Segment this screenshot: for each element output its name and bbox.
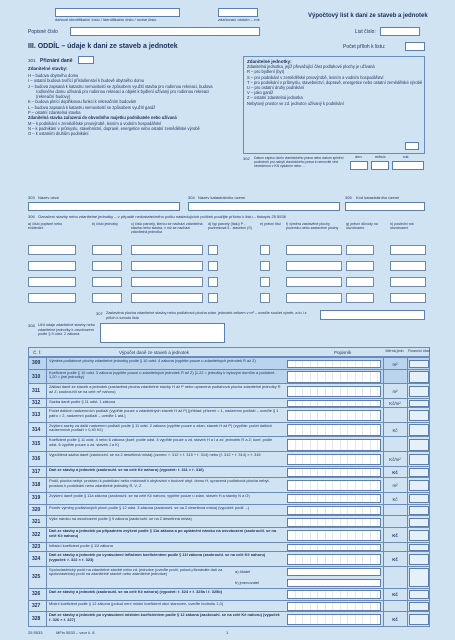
office-cell: [409, 568, 429, 587]
divider: [383, 528, 384, 543]
col-office-header: Finanční úřad: [408, 349, 430, 353]
row-value-input[interactable]: [287, 371, 381, 383]
row-value-input[interactable]: [287, 506, 381, 515]
row-value-input[interactable]: [287, 614, 381, 626]
divider: [407, 452, 408, 467]
table-row: [28, 477, 430, 492]
row-value-input[interactable]: [287, 386, 381, 398]
structure-type-o: O – k ostatním druhům podnikání: [28, 131, 89, 137]
structure-type-j: J – budova zapsaná k katastru nemovitostí se způsobem využití stavba pro rodinnou rekreaci, budova rodinného domu užívaná pro rodinnou rekreaci a objekt k bydlení užívaný pro rodinnou rekreaci (rekreační budovy): [28, 83, 213, 100]
structure-type-l: L – budova zapsaná k katastru nemovitostí se způsobem využití garáž: [28, 104, 156, 110]
row-description: Zvýšení sazby za další nadzemní podlaží podle § 11 odst. 2 zákona (vyplňte pouze u zdan. staveb H až P) (vyplňte: počet dalších nadzemních podlaží × 0,40 Kč): [49, 422, 273, 433]
divider: [383, 452, 384, 467]
row-unit: Kč: [392, 592, 398, 598]
table-row: [28, 515, 430, 527]
row-description: Spoluvlastnický podíl na zdanitelné stavbě nebo zd. jednotce (uveďte podíl, pokud přiznáváte daň za spoluvlastnický podíl na zdanitelné stavbě nebo zdanitelné jednotce): [49, 566, 223, 577]
list-number-label: List číslo:: [355, 29, 376, 35]
field-306-cell-r3-c5[interactable]: [260, 277, 270, 287]
units-title: Zdanitelné jednotky:: [247, 59, 292, 64]
split-label: a) čitatel: [235, 569, 251, 575]
row-number: 309: [32, 360, 41, 367]
field-302-label: Datum zápisu účelu vlastnického práva nebo datum splnění podmínek pro nabytí vlastnického práva k nemovité věci nevedenou v KN vydáním nebo ...: [254, 156, 344, 169]
date-year-input[interactable]: [392, 161, 424, 170]
row-description: Daň ze stavby a jednotek (zaokrouhl. se na celé Kč nahoru) (vypočet: ř. 311 × ř. 316): [49, 466, 204, 472]
divider: [407, 370, 408, 385]
field-306-cell-r2-c5[interactable]: [260, 261, 270, 271]
sheet-title: Výpočtový list k dani ze staveb a jednotek: [308, 13, 428, 19]
row-description: Počet dalších nadzemních podlaží (vyplňte pouze u zdanitelných staveb H až P) [příklad: přízemí = 1, nadzemní podlaží – uveďte § 1 patro = 2, nadzemní podlaží – uveďte 1 atd.]: [49, 408, 279, 418]
col-c-label: c) číslo parcely, kterou se nachází zdanitelná stavba nebo stavba, v níž se nachází zdanitelná jednotka: [131, 222, 203, 235]
row-unit: Kč: [392, 470, 398, 476]
row-description: Koeficient podle § 10 odst. 3 zákona (vyplňte pouze u zdanitelných jednotek R až Z) [1,22 = jednotky k bytovým domům a podobně, 1,20 = jiné jednotky]: [49, 369, 276, 380]
divider: [383, 423, 384, 438]
field-306-cell-r1-c6[interactable]: [286, 245, 342, 255]
unit-type-u: U – pro ostatní druhy podnikání: [247, 85, 305, 91]
divider: [46, 370, 47, 385]
structure-type-h: H – budova obytného domu: [28, 73, 79, 78]
divider: [383, 384, 384, 399]
field-306-cell-r4-c8[interactable]: [390, 293, 426, 303]
divider: [46, 384, 47, 399]
divider: [407, 528, 408, 543]
field-306-cell-r2-c2[interactable]: [92, 261, 122, 271]
sheet-count-label: Počet příloh k listu:: [343, 44, 386, 50]
field-306-cell-r2-c8[interactable]: [390, 261, 426, 271]
row-description: Poměr výměry podlahových ploch podle § 12 odst. 3 zákona (zaokrouhl. se na 2 desetinná místa) (vypočet: podíl ...): [49, 504, 250, 510]
field-305-label: Kód katastrálního území: [356, 195, 400, 200]
row-description: Místní koeficient podle § 12 zákona (pokud není místní koeficient obcí stanoven, uveďte hodnotu 1,0): [49, 600, 224, 606]
office-cell: [409, 602, 429, 611]
col-b-label: b) číslo jednotky: [92, 222, 118, 226]
table-row: [28, 422, 430, 437]
row-value-input[interactable]: [287, 530, 381, 542]
field-307-label: Zastavěná plocha zdanitelné stavby nebo podlahová plocha zdan. jednotek celkem v m² – uveďte součet výměr, a to i z příloh k tomuto listu: [106, 311, 307, 320]
row-unit: Kč: [392, 617, 398, 623]
field-306-cell-r4-c5[interactable]: [260, 293, 270, 303]
structure-type-i: I – ostatní budova tvořící příslušenství k budově obytného domu: [28, 78, 145, 84]
office-cell: [409, 424, 429, 436]
field-308-input[interactable]: [100, 323, 225, 343]
row-description: Daň ze stavby a jednotek po vynásobení místním koeficientem podle § 12 zákona (zaokrouhl. se na celé Kč nahoru) (vypočet: ř. 326 × ř. 327): [49, 612, 281, 622]
field-303-code: 303: [28, 195, 35, 200]
row-number: 317: [32, 469, 41, 475]
row-description: Sazba daně podle § 11 odst. 1 zákona: [49, 398, 116, 404]
row-number: 315: [32, 441, 41, 448]
row-unit: Kč: [392, 496, 398, 502]
units-intro: Zdanitelná jednotka, jejíž převažující část podlahové plochy je užívaná: [247, 64, 375, 70]
field-302-code: 302: [243, 156, 250, 161]
table-row: [28, 369, 430, 384]
office-cell: [409, 468, 429, 477]
row-number: 321: [32, 518, 41, 525]
office-cell: [409, 360, 429, 369]
form-code: 25 5533: [28, 630, 43, 635]
field-306-cell-r1-c5[interactable]: [260, 245, 270, 255]
field-305-code: 305: [345, 195, 352, 200]
row-description: Základ daně ze staveb a jednotek (zastavěná plocha zdanitelné stavby H až P nebo upravená podlahová plocha zdanitelné jednotky R až Z; zaokrouhlí se na celé m² nahoru): [49, 384, 281, 394]
split-value-input[interactable]: [287, 568, 381, 576]
row-number: 327: [32, 603, 41, 610]
divider: [383, 612, 384, 627]
table-row: [28, 451, 430, 466]
field-306-cell-r4-c2[interactable]: [92, 293, 122, 303]
section-title: III. ODDÍL – údaje k dani ze staveb a jednotek: [28, 43, 178, 50]
row-unit: Kč: [392, 533, 398, 539]
divider: [46, 567, 47, 589]
row-description: Daň ze stavby a jednotek (zaokrouhl. se na celé Kč nahoru) (vypočet: ř. 324 × ř. 325a / ř. 325b): [49, 588, 222, 594]
sheet-count-input[interactable]: [405, 42, 425, 51]
table-header: [28, 347, 430, 357]
field-306-cell-r1-c1[interactable]: [28, 245, 76, 255]
row-number: 316: [32, 455, 41, 462]
divider: [383, 437, 384, 452]
field-306-cell-r2-c3[interactable]: [131, 261, 203, 271]
row-number: 312: [32, 400, 41, 407]
field-306-cell-r4-c7[interactable]: [346, 293, 374, 303]
table-row: [28, 407, 430, 422]
office-cell: [409, 371, 429, 383]
field-306-cell-r3-c7[interactable]: [346, 277, 374, 287]
field-307-code: 307: [96, 311, 103, 316]
list-number-input[interactable]: [380, 27, 420, 36]
field-306-cell-r1-c3[interactable]: [131, 245, 203, 255]
structures-list: [28, 73, 228, 137]
office-cell: [409, 494, 429, 503]
row-value-input[interactable]: [287, 480, 381, 492]
row-unit: Kč/m²: [389, 457, 401, 463]
structure-business-note: Zdanitelná stavba zařazená do obvodního majetku podnikatele nebo užívaná: [28, 115, 177, 121]
row-unit: m²: [392, 389, 398, 395]
row-number: 310: [32, 373, 41, 380]
field-306-cell-r1-c4[interactable]: [208, 245, 218, 255]
divider: [46, 408, 47, 423]
row-value-input[interactable]: [287, 518, 381, 527]
office-cell: [409, 554, 429, 566]
row-unit: m²: [392, 483, 398, 489]
field-306-cell-r4-c4[interactable]: [208, 293, 218, 303]
row-number: 328: [32, 616, 41, 623]
unit-type-r: R – pro bydlení (byt): [247, 69, 285, 75]
field-304-code: 304: [188, 195, 195, 200]
field-306-cell-r3-c4[interactable]: [208, 277, 218, 287]
row-description: Výměra podlahové plochy zdanitelné jednotky podle § 10 odst. 4 zákona (vyplňte pouze u zdanitelných jednotek R až Z): [49, 358, 256, 363]
office-cell: [409, 590, 429, 599]
divider: [46, 452, 47, 467]
unit-type-s: S – pro podnikání v zemědělské prvovýrobě, lesním a vodním hospodářství: [247, 74, 384, 80]
structure-type-k: K – budova plnící doplňkovou funkci k rekreačním budovám: [28, 99, 137, 105]
field-306-cell-r3-c3[interactable]: [131, 277, 203, 287]
field-306-cell-r2-c4[interactable]: [208, 261, 218, 271]
row-number: 325: [32, 574, 41, 581]
tax-id-label: daňové identifikační číslo / identifikační číslo / rodné číslo: [55, 17, 157, 22]
office-cell: [409, 480, 429, 492]
field-301-title: Přiznání daně: [40, 57, 73, 64]
structure-type-n: N – k podnikání v průmyslu, stavebnictví, dopravě, energetice nebo ostatní zemědělské výrobě: [28, 125, 200, 131]
split-label: b) jmenovatel: [235, 580, 260, 586]
divider: [407, 552, 408, 567]
office-cell: [409, 614, 429, 626]
row-description: Koeficient podle § 11 odst. 4 nebo 6 zákona (koef. podle odst. 4 vyplňte pouze u zd. staveb H a I a zd. jednotek R a Z; koef. podle odst. 6 vyplňte pouze u zd. staveb J a K): [49, 437, 273, 447]
field-306-cell-r4-c1[interactable]: [28, 293, 76, 303]
office-cell: [409, 544, 429, 550]
table-row: [28, 436, 430, 451]
field-306-cell-r2-c6[interactable]: [286, 261, 342, 271]
unit-type-t: T – pro podnikání v průmyslu, stavebnictví, dopravě, energetice nebo ostatní zemědělské výrobě: [247, 79, 423, 85]
field-306-cell-r1-c7[interactable]: [346, 245, 374, 255]
divider: [383, 408, 384, 423]
field-306-cell-r4-c3[interactable]: [131, 293, 203, 303]
structure-type-p: P – ostatní zdanitelná stavba: [28, 110, 81, 116]
row-description: Daň ze stavby a jednotek po vynásobení inflačním koeficientem podle § 11f zákona (zaokrouhl. se na celé Kč nahoru) (vypočet: ř. 322 × ř. 323): [49, 552, 266, 562]
unit-type-z: Z – ostatní zdanitelná jednotka: [247, 95, 303, 101]
divider: [383, 370, 384, 385]
field-306-cell-r4-c6[interactable]: [286, 293, 342, 303]
table-row: [28, 600, 430, 612]
office-cell: [409, 454, 429, 466]
divider: [407, 408, 408, 423]
period-input[interactable]: [218, 8, 258, 17]
field-304-label: Název katastrálního území: [198, 195, 246, 200]
divider: [407, 423, 408, 438]
year-label: rok: [403, 154, 409, 159]
day-label: den: [355, 154, 362, 159]
field-306-cell-r1-c8[interactable]: [390, 245, 426, 255]
divider: [46, 478, 47, 493]
row-value-input[interactable]: [287, 360, 381, 369]
col-code-header: Č. ř.: [33, 350, 42, 355]
structure-type-m: M – k podnikání v zemědělské prvovýrobě, lesním a vodním hospodářství: [28, 120, 162, 126]
col-text-header: Výpočet daně ze staveb a jednotek: [119, 350, 190, 355]
table-row: [28, 527, 430, 542]
row-value-input[interactable]: [287, 424, 381, 436]
divider: [407, 612, 408, 627]
row-number: 323: [32, 544, 41, 550]
row-description: Zvýšení daně podle § 11a zákona (zaokrouhl. se na celé Kč nahoru; vyplňte pouze u zdan. staveb H a stavby N a O): [49, 492, 250, 498]
divider: [407, 567, 408, 589]
row-value-input[interactable]: [287, 439, 381, 451]
row-value-input[interactable]: [287, 410, 381, 422]
field-308-label: Užít údaje zdanitelné stavby nebo zdanitelné jednotky k osvobození podle § 9 odst. 2 zákona: [38, 323, 95, 337]
table-row: [28, 504, 430, 516]
table-row: [28, 588, 430, 600]
col-g-label: g) právní důvody na osvobození: [346, 222, 378, 231]
date-day-input[interactable]: [350, 161, 368, 170]
row-number: 324: [32, 556, 41, 562]
field-307-input[interactable]: [320, 310, 425, 320]
office-cell: [409, 518, 429, 527]
table-bottom-border: [28, 626, 430, 627]
row-unit: Kč/m²: [389, 401, 401, 407]
office-cell: [409, 439, 429, 451]
col-h-label: h) poslední rok osvobození: [390, 222, 414, 231]
field-306-columns: [28, 222, 428, 242]
table-row: [28, 611, 430, 626]
field-301-input[interactable]: [78, 56, 94, 64]
row-unit: Kč: [392, 557, 398, 563]
business-space-input[interactable]: [405, 142, 419, 150]
office-cell: [409, 530, 429, 542]
office-cell: [409, 506, 429, 515]
row-number: 314: [32, 426, 41, 433]
row-value-input[interactable]: [287, 544, 381, 550]
divider: [407, 478, 408, 493]
divider: [46, 552, 47, 567]
field-301-code: 301: [28, 58, 36, 63]
row-number: 319: [32, 495, 41, 502]
table-row: [28, 566, 430, 588]
office-cell: [409, 386, 429, 398]
units-legend: [247, 59, 423, 106]
split-value-input[interactable]: [287, 579, 381, 587]
table-row: [28, 551, 430, 566]
office-cell: [409, 410, 429, 422]
divider: [383, 567, 384, 589]
row-unit: m²: [392, 361, 398, 367]
field-306-cell-r3-c6[interactable]: [286, 277, 342, 287]
row-number: 313: [32, 412, 41, 419]
unit-type-v: V – jako garáž: [247, 90, 274, 96]
cadastre-label: Popisné číslo: [28, 29, 58, 35]
col-value-header: Popisník: [334, 350, 352, 355]
field-306-code: 306: [28, 214, 35, 219]
page-number: 1: [226, 630, 229, 635]
col-unit-header: Měrná jedn.: [385, 349, 405, 353]
col-a-label: a) číslo popisné nebo evidenční: [28, 222, 63, 231]
row-number: 320: [32, 507, 41, 514]
field-306-cell-r3-c8[interactable]: [390, 277, 426, 287]
table-row: [28, 466, 430, 478]
table-row: [28, 383, 430, 398]
field-308-code: 308: [28, 323, 35, 328]
tax-id-input[interactable]: [55, 8, 180, 17]
table-row: [28, 542, 430, 551]
row-description: Vypočtená sazba daně (zaokrouhl. se na 2 desetinná místa) (vzorec: ř. 312 × ř. 315 + ř. 314) nebo (ř. 312 + ř. 314) × ř. 315: [49, 452, 261, 458]
cadastral-code-input[interactable]: [345, 202, 425, 211]
table-row: [28, 492, 430, 504]
col-d-label: d) typ parcely (Italu) P - pozemková 5 - stavební (S): [208, 222, 252, 231]
row-number: 318: [32, 482, 41, 489]
row-value-input[interactable]: [287, 454, 381, 466]
row-number: 311: [32, 388, 41, 395]
divider: [407, 384, 408, 399]
divider: [46, 437, 47, 452]
field-306-cell-r3-c1[interactable]: [28, 277, 76, 287]
date-month-input[interactable]: [371, 161, 389, 170]
divider: [407, 437, 408, 452]
structures-subtitle: Zdanitelné stavby:: [28, 66, 68, 71]
table-row: [28, 398, 430, 407]
field-303-label: Název obce: [38, 195, 60, 200]
divider: [46, 612, 47, 627]
divider: [383, 478, 384, 493]
field-306-cell-r2-c1[interactable]: [28, 261, 76, 271]
row-unit: Kč: [392, 427, 398, 433]
row-value-input[interactable]: [287, 494, 381, 503]
col-e-label: e) právní titul: [260, 222, 281, 226]
table-row: [28, 357, 430, 369]
divider: [46, 528, 47, 543]
office-cell: [409, 400, 429, 406]
row-description: Podíl, plocha nebyt. prostoru k podnikání nebo místnosti k ubytování v budově obyt. domu H, upravená podlahová plocha nebyt. prostoru k podnikání nebo zdanitelné jednotky R, V, Z: [49, 478, 270, 488]
row-value-input[interactable]: [287, 554, 381, 566]
row-value-input[interactable]: [287, 400, 381, 406]
row-value-input[interactable]: [287, 468, 381, 477]
period-label: zdaňovací období – rok: [218, 17, 260, 22]
row-number: 326: [32, 591, 41, 598]
unit-business-space: Nebytový prostor ve zd. jednotce užívaný k podnikání: [247, 100, 344, 106]
row-value-input[interactable]: [287, 590, 381, 599]
col-f-label: f) výměra zastavěné plochy pozemku nebo zastavěné plochy: [286, 222, 339, 231]
divider: [46, 423, 47, 438]
row-number: 322: [32, 532, 41, 539]
form-version: MFin 5533 – vzor č. 8: [56, 630, 95, 635]
divider: [383, 552, 384, 567]
row-description: Výše nároku na osvobození podle § 9 zákona (zaokrouhl. se na 2 desetinná místa): [49, 516, 192, 522]
field-306-label: Označení stavby nebo zdanitelné jednotky – v případě nedostatečného počtu následujících políček použijte přílohu k listu – tiskopis 25 5536: [38, 214, 286, 219]
field-306-cell-r1-c2[interactable]: [92, 245, 122, 255]
row-description: Inflační koeficient podle § 11f zákona: [49, 542, 113, 548]
row-value-input[interactable]: [287, 602, 381, 611]
month-label: měsíc: [375, 154, 386, 159]
municipality-input[interactable]: [28, 202, 180, 211]
field-306-cell-r2-c7[interactable]: [346, 261, 374, 271]
row-description: Daň ze stavby a jednotek po případném zvýšení podle § 11a zákona a po uplatnění nároku na osvobození (zaokrouhl. se na celé Kč nahoru): [49, 528, 277, 538]
field-306-cell-r3-c2[interactable]: [92, 277, 122, 287]
cadastre-input[interactable]: [70, 27, 260, 36]
cadastral-area-input[interactable]: [188, 202, 340, 211]
